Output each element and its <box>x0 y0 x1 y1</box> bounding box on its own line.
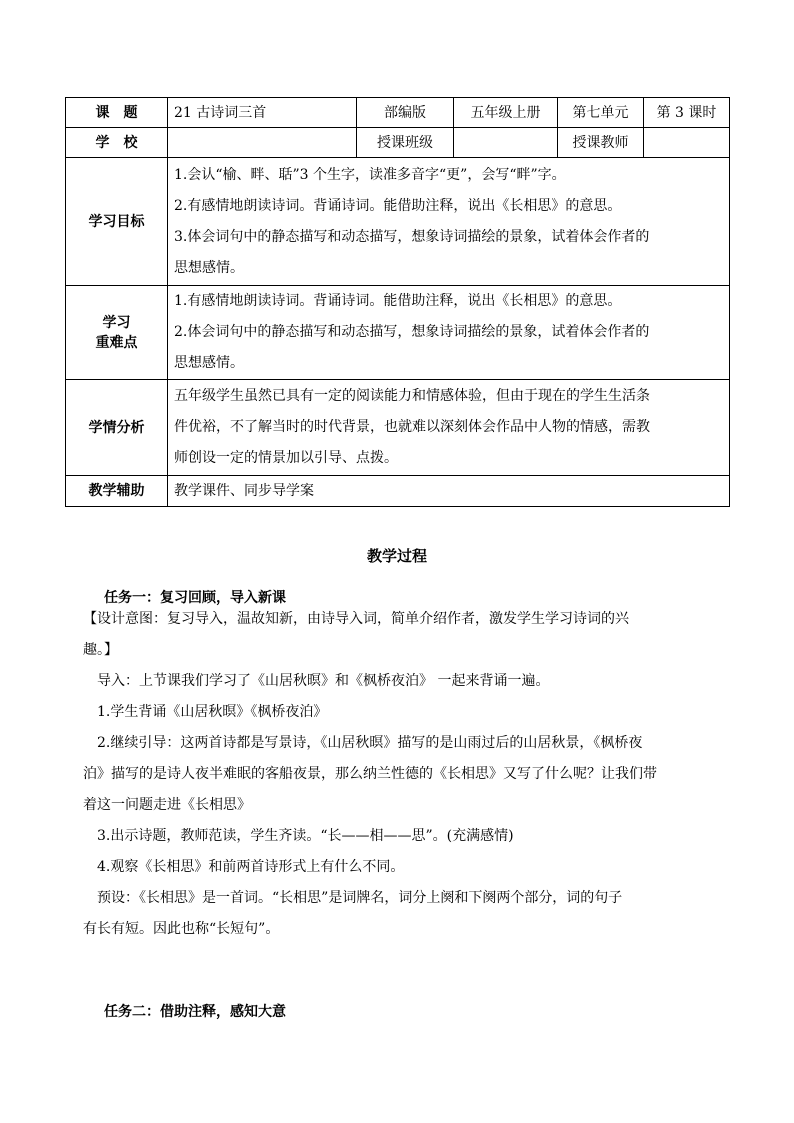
lesson-title: 21 古诗词三首 <box>168 98 357 128</box>
aids-label: 教学辅助 <box>66 476 168 507</box>
period: 第 3 课时 <box>644 98 730 128</box>
task1-body <box>83 604 728 945</box>
analysis-line: 五年级学生虽然已具有一定的阅读能力和情感体验，但由于现在的学生生活条 <box>174 388 650 404</box>
teacher-label: 授课教师 <box>558 128 644 158</box>
task1-line: 导入：上节课我们学习了《山居秋暝》和《枫桥夜泊》 一起来背诵一遍。 <box>83 673 550 689</box>
task2-heading: 任务二：借助注释，感知大意 <box>104 1004 286 1020</box>
goals-label: 学习目标 <box>66 158 168 286</box>
class-label: 授课班级 <box>357 128 454 158</box>
school-label: 学 校 <box>66 128 168 158</box>
unit: 第七单元 <box>558 98 644 128</box>
goals-item: 3.体会词句中的静态描写和动态描写，想象诗词描绘的景象，试着体会作者的 <box>174 228 650 245</box>
task2-section <box>104 997 724 1028</box>
table-row-lesson <box>66 98 730 128</box>
table-row-key-points <box>66 286 730 380</box>
school-value <box>168 128 357 158</box>
key-points-label-line2: 重难点 <box>95 334 138 351</box>
class-value <box>454 128 558 158</box>
table-row-goals <box>66 158 730 286</box>
task1-line: 1.学生背诵《山居秋暝》《枫桥夜泊》 <box>83 704 328 720</box>
goals-content <box>168 158 730 286</box>
teacher-value <box>644 128 730 158</box>
task1-line: 2.继续引导：这两首诗都是写景诗，《山居秋暝》描写的是山雨过后的山居秋景，《枫桥夜 <box>83 735 643 751</box>
goals-item: 1.会认“榆、畔、聒”3 个生字，读准多音字“更”，会写“畔”字。 <box>174 166 566 183</box>
grade: 五年级上册 <box>454 98 558 128</box>
table-row-analysis <box>66 380 730 476</box>
table-row-aids <box>66 476 730 507</box>
key-points-content <box>168 286 730 380</box>
key-points-item: 1.有感情地朗读诗词。背诵诗词。能借助注释，说出《长相思》的意思。 <box>174 293 622 309</box>
task1-line: 预设：《长相思》是一首词。“长相思”是词牌名，词分上阕和下阕两个部分，词的句子 <box>83 890 623 906</box>
analysis-label: 学情分析 <box>66 380 168 476</box>
analysis-content <box>168 380 730 476</box>
key-points-label-line1: 学习 <box>102 314 131 331</box>
task1-heading: 任务一：复习回顾，导入新课 <box>104 590 286 606</box>
analysis-line: 师创设一定的情景加以引导、点拨。 <box>174 450 398 466</box>
key-points-item: 思想感情。 <box>174 355 244 371</box>
table-row-school <box>66 128 730 158</box>
key-points-item: 2.体会词句中的静态描写和动态描写，想象诗词描绘的景象，试着体会作者的 <box>174 324 650 340</box>
task1-line: 4.观察《长相思》和前两首诗形式上有什么不同。 <box>83 859 405 875</box>
process-title: 教学过程 <box>366 547 427 565</box>
lesson-info-table <box>65 97 730 507</box>
task1-line: 【设计意图：复习导入，温故知新，由诗导入词，简单介绍作者，激发学生学习诗词的兴 <box>83 611 629 627</box>
goals-item: 思想感情。 <box>174 259 244 276</box>
task1-line: 泊》描写的是诗人夜半难眠的客船夜景，那么纳兰性德的《长相思》又写了什么呢？让我们带 <box>83 766 657 782</box>
goals-item: 2.有感情地朗读诗词。背诵诗词。能借助注释，说出《长相思》的意思。 <box>174 197 622 214</box>
edition: 部编版 <box>357 98 454 128</box>
key-points-label <box>66 286 168 380</box>
lesson-label: 课 题 <box>66 98 168 128</box>
analysis-line: 件优裕，不了解当时的时代背景，也就难以深刻体会作品中人物的情感，需教 <box>174 419 650 435</box>
task1-line: 3.出示诗题，教师范读，学生齐读。“长——相——思”。(充满感情) <box>83 828 514 844</box>
task1-line: 有长有短。因此也称“长短句”。 <box>83 921 280 937</box>
aids-value: 教学课件、同步导学案 <box>168 476 730 507</box>
task1-line: 趣。】 <box>83 642 118 658</box>
task1-line: 着这一问题走进《长相思》 <box>83 797 251 813</box>
